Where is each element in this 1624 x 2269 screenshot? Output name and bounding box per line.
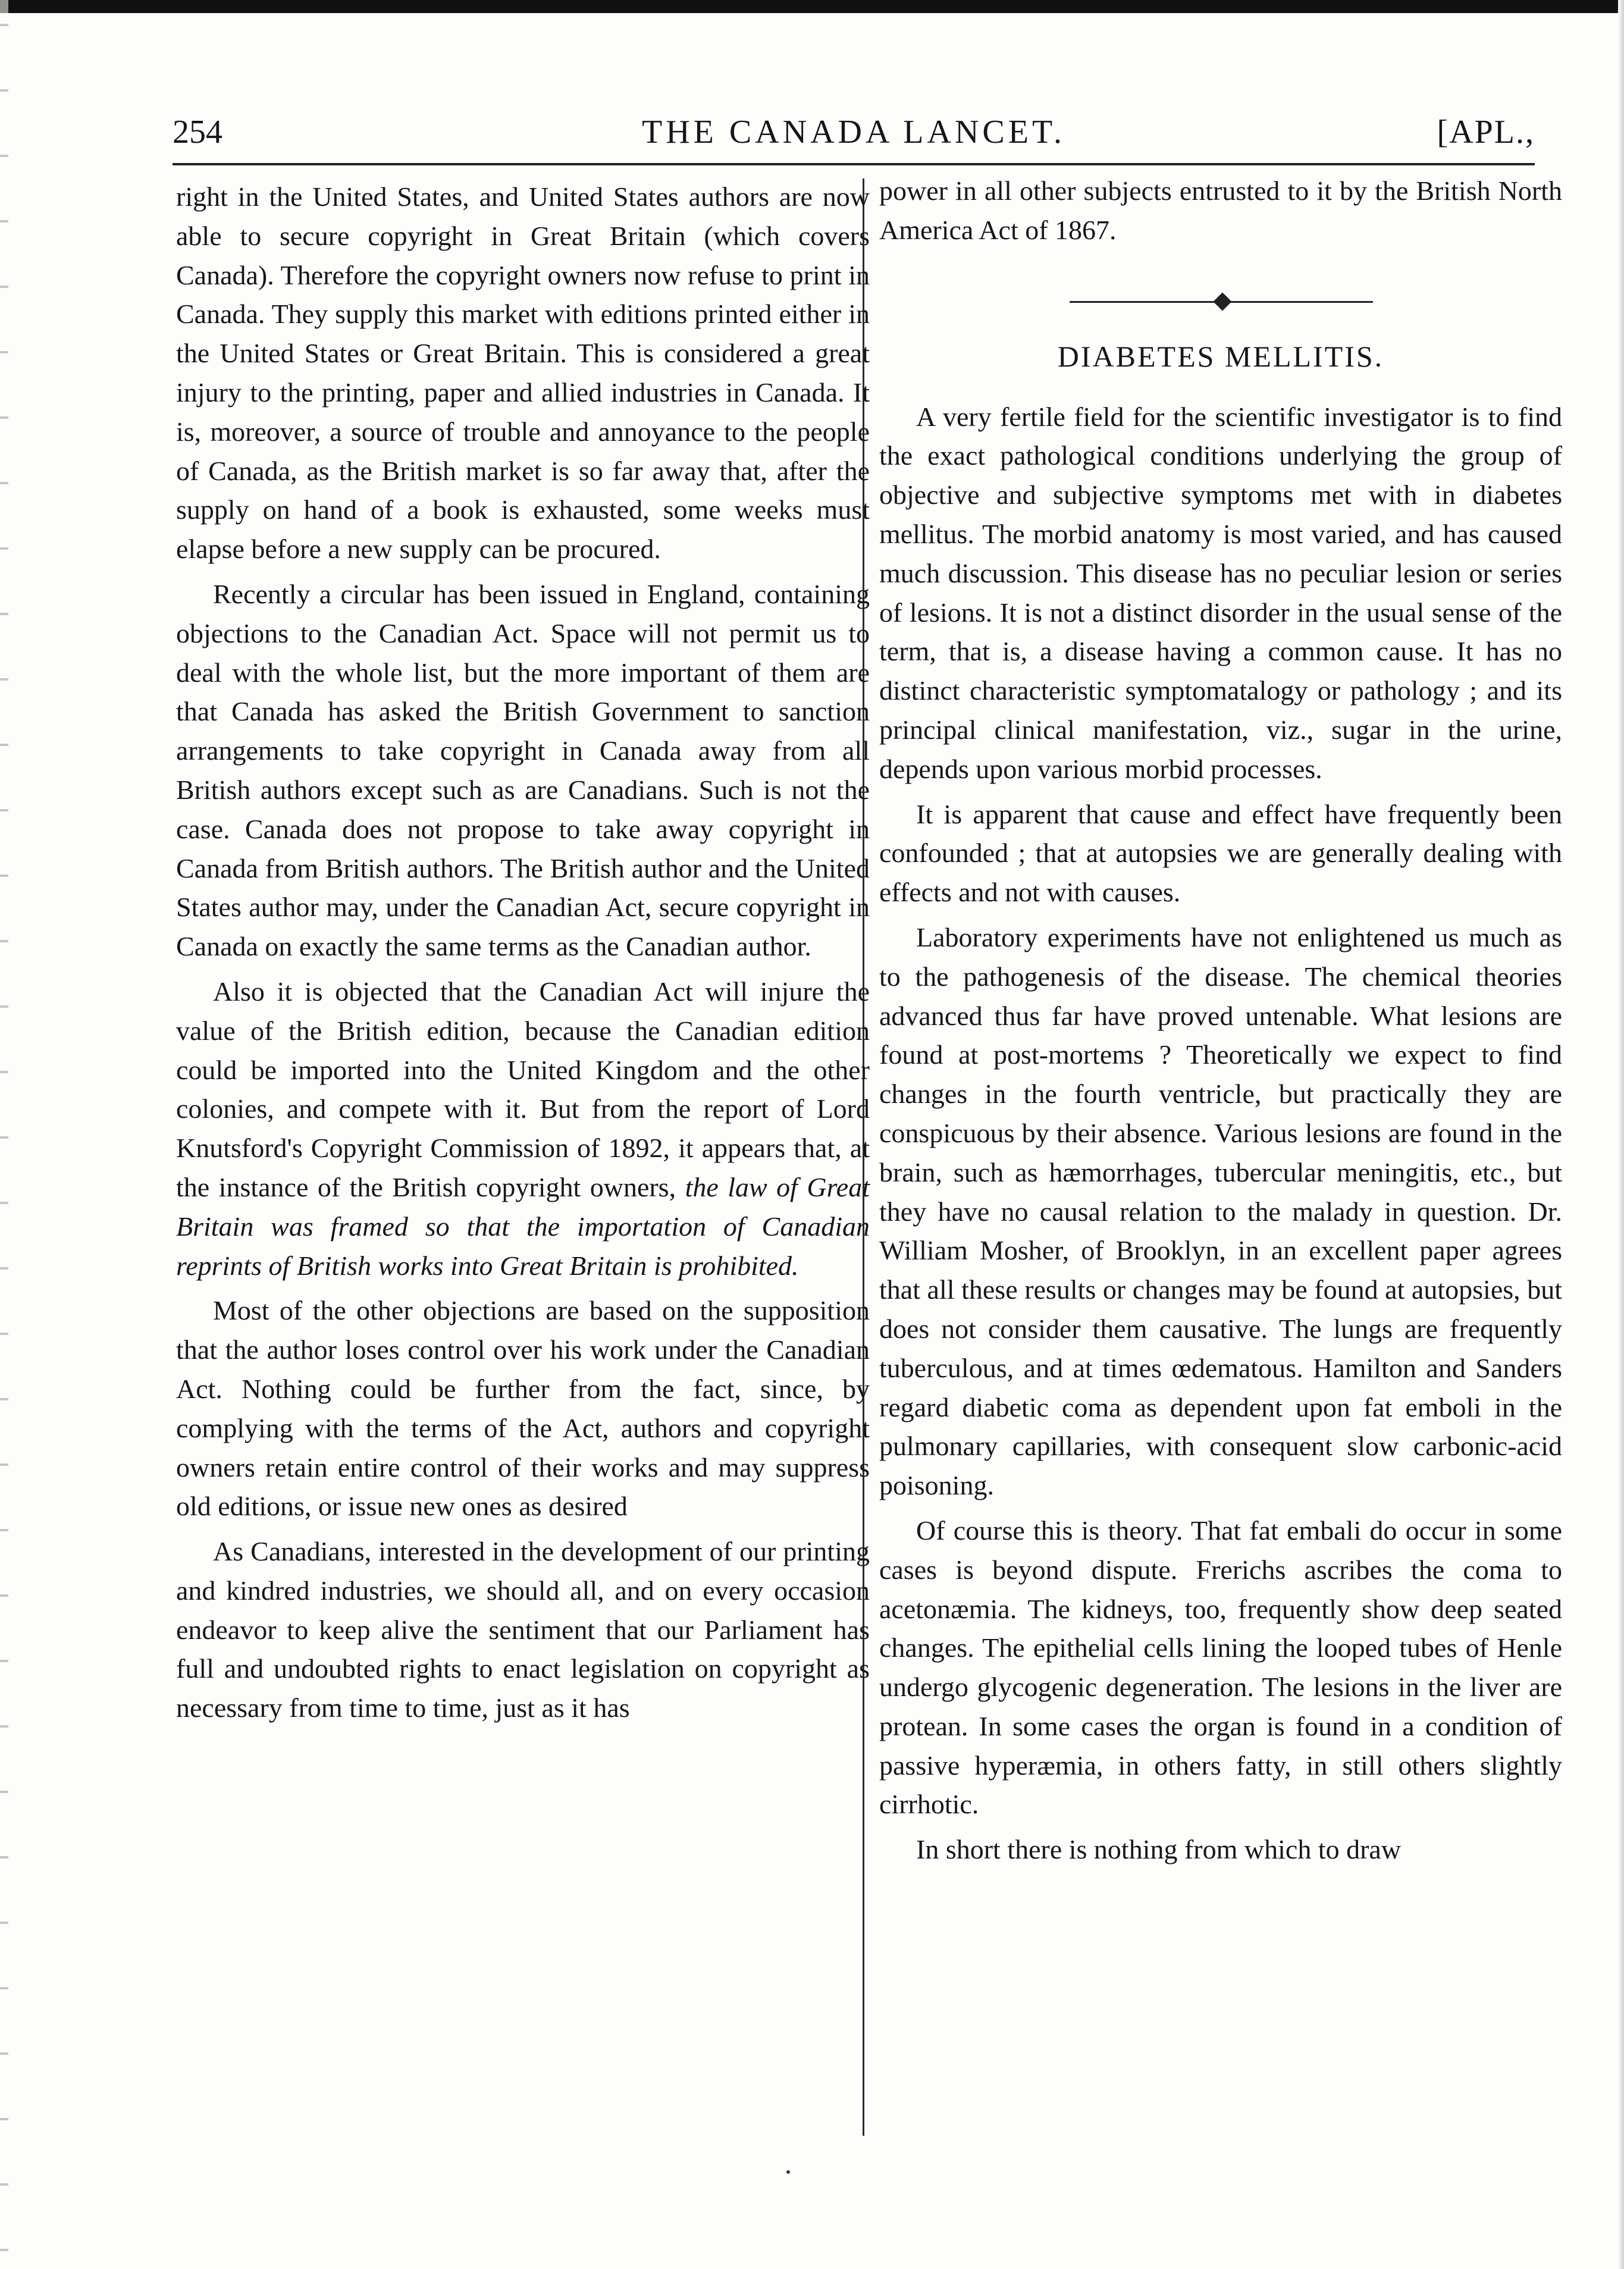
paragraph: As Canadians, interested in the development of our printing and kindred industries, we should all, and on every occasion endeavor to keep alive the sentiment that our Parliament has full and undoubted rights to enact legislation on copyright as necessary from time to time, just as it has (176, 1536, 870, 1723)
paragraph: A very fertile field for the scientific investigator is to find the exact pathological conditions underlying the group of objective and subjective symptoms met with in diabetes mellitus. The morbid anatomy is most varied, and has caused much discussion. This disease has no peculiar lesion or series of lesions. It is not a distinct disorder in the usual sense of the term, that is, a disease having a common cause. It has no distinct characteristic symptomatalogy or pathology ; and its principal clinical manifestation, viz., sugar in the urine, depends upon various morbid processes. (879, 401, 1562, 784)
header-rule (173, 163, 1535, 165)
running-header (173, 111, 1535, 158)
issue-month: [APL., (1437, 114, 1535, 151)
paragraph: It is apparent that cause and effect have frequently been confounded ; that at autopsies we are generally dealing with effects and not with causes. (879, 798, 1562, 908)
paragraph: right in the United States, and United States authors are now able to secure copyright in Great Britain (which covers Canada). Therefore the copyright owners now refuse to print in Canada. They supply this market with editions printed either in the United States or Great Britain. This is considered a great injury to the printing, paper and allied industries in Canada. It is, moreover, a source of trouble and annoyance to the people of Canada, as the British market is so far away that, after the supply on hand of a book is exhausted, some weeks must elapse before a new supply can be procured. (176, 181, 870, 565)
paragraph: Laboratory experiments have not enlightened us much as to the pathogenesis of the disease. The chemical theories advanced thus far have proved untenable. What lesions are found at post-mortems ? Theoretically we expect to find changes in the fourth ventricle, but practically they are conspicuous by their absence. Various lesions are found in the brain, such as hæmorrhages, tubercular meningitis, etc., but they have no causal relation to the malady in question. Dr. William Mosher, of Brooklyn, in an excellent paper agrees that all these results or changes may be found at autopsies, but does not consider them causative. The lungs are frequently tuberculous, and at times œdematous. Hamilton and Sanders regard diabetic coma as dependent upon fat emboli in the pulmonary capillaries, with consequent slow carbonic-acid poisoning. (879, 922, 1562, 1501)
left-column (176, 177, 870, 1734)
italic-emphasis: the law of Great Britain was framed so that the importation of Canadian reprints of British works into Great Britain is prohibited. (176, 1171, 870, 1281)
ink-speck (786, 2170, 790, 2174)
paragraph: Recently a circular has been issued in England, containing objections to the Canadian Act. Space will not permit us to deal with the whole list, but the more important of them are that Canada has asked the British Government to sanction arrangements to take copyright in Canada away from all British authors except such as are Canadians. Such is not the case. Canada does not propose to take away copyright in Canada from British authors. The British author and the United States author may, under the Canadian Act, secure copyright in Canada on exactly the same terms as the Canadian author. (176, 578, 870, 962)
scan-right-edge (1618, 0, 1624, 2269)
article-title: DIABETES MELLITIS. (1057, 339, 1384, 373)
paragraph: power in all other subjects entrusted to it by the British North America Act of 1867. (879, 175, 1562, 245)
right-column (879, 171, 1562, 1875)
scan-top-edge (0, 0, 1624, 13)
paragraph-text: Also it is objected that the Canadian Act will injure the value of the British edition, because the Canadian edition could be imported into the United Kingdom and the other colonies, and compete with it. But from the report of Lord Knutsford's Copyright Commission of 1892, it appears that, at the instance of the British copyright owners, (176, 976, 870, 1202)
paragraph: Most of the other objections are based on the supposition that the author loses control over his work under the Canadian Act. Nothing could be further from the fact, since, by complying with the terms of the Act, authors and copyright owners retain entire control of their works and may suppress old editions, or issue new ones as desired (176, 1295, 870, 1522)
journal-title: THE CANADA LANCET. (641, 114, 1066, 151)
paragraph: In short there is nothing from which to draw (916, 1834, 1402, 1865)
page-number: 254 (173, 114, 222, 151)
scan-left-edge (0, 0, 8, 2269)
paragraph (176, 972, 870, 1285)
section-ornament (879, 286, 1562, 321)
ornament-diamond-icon (1213, 292, 1231, 311)
paragraph: Of course this is theory. That fat embali do occur in some cases is beyond dispute. Frerichs ascribes the coma to acetonæmia. The kidneys, too, frequently show deep seated changes. The epithelial cells lining the looped tubes of Henle undergo glycogenic degeneration. The lesions in the liver are protean. In some cases the organ is found in a condition of passive hyperæmia, in others fatty, in still others slightly cirrhotic. (879, 1515, 1562, 1820)
